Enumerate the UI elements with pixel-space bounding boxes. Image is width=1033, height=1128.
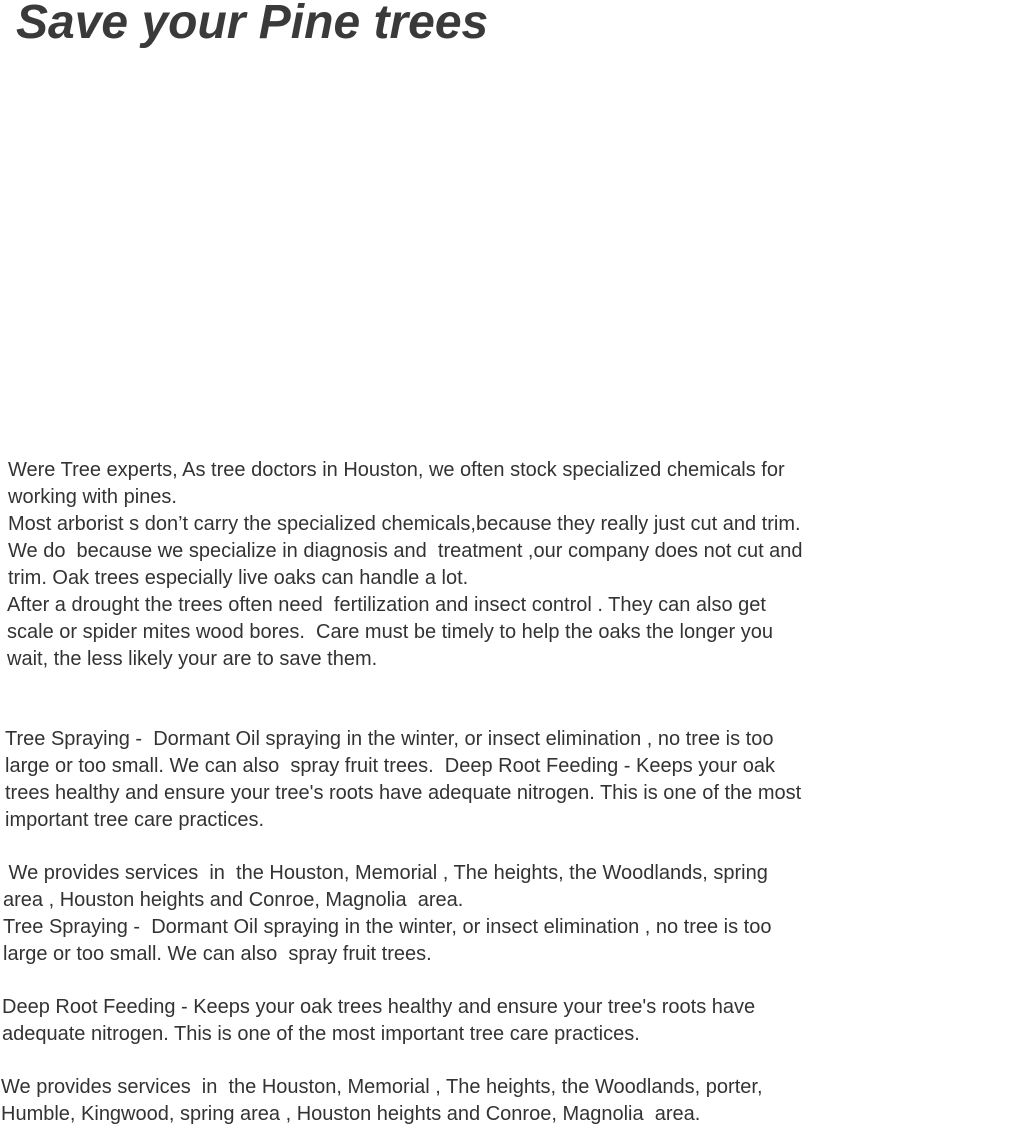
text-line: important tree care practices. — [5, 809, 264, 831]
text-line: After a drought the trees often need fertilization and insect control . They can also get — [7, 594, 766, 616]
text-line: Most arborist s don’t carry the specialized chemicals,because they really just cut and trim. — [8, 513, 801, 535]
text-line: Were Tree experts, As tree doctors in Houston, we often stock specialized chemicals for — [8, 459, 785, 481]
text-line: wait, the less likely your are to save them. — [7, 648, 378, 670]
text-line: scale or spider mites wood bores. Care must be timely to help the oaks the longer you — [7, 621, 773, 643]
text-line: trim. Oak trees especially live oaks can handle a lot. — [8, 567, 469, 589]
text-line: area , Houston heights and Conroe, Magnolia area. — [3, 889, 464, 911]
text-line: Humble, Kingwood, spring area , Houston heights and Conroe, Magnolia area. — [1, 1103, 701, 1125]
text-line: large or too small. We can also spray fruit trees. — [3, 943, 432, 965]
text-line: trees healthy and ensure your tree's roots have adequate nitrogen. This is one of the most — [5, 782, 802, 804]
text-line: Deep Root Feeding - Keeps your oak trees healthy and ensure your tree's roots have — [2, 996, 756, 1018]
text-line: Tree Spraying - Dormant Oil spraying in the winter, or insect elimination , no tree is too — [5, 728, 774, 750]
text-line: working with pines. — [8, 486, 177, 508]
page-title: Save your Pine trees — [16, 0, 489, 49]
text-line: We provides services in the Houston, Memorial , The heights, the Woodlands, spring — [3, 862, 768, 884]
text-line: We do because we specialize in diagnosis and treatment ,our company does not cut and — [8, 540, 803, 562]
text-line: adequate nitrogen. This is one of the most important tree care practices. — [2, 1023, 640, 1045]
text-line: We provides services in the Houston, Memorial , The heights, the Woodlands, porter, — [1, 1076, 763, 1098]
text-line: Tree Spraying - Dormant Oil spraying in the winter, or insect elimination , no tree is too — [3, 916, 772, 938]
text-line: large or too small. We can also spray fruit trees. Deep Root Feeding - Keeps your oak — [5, 755, 775, 777]
